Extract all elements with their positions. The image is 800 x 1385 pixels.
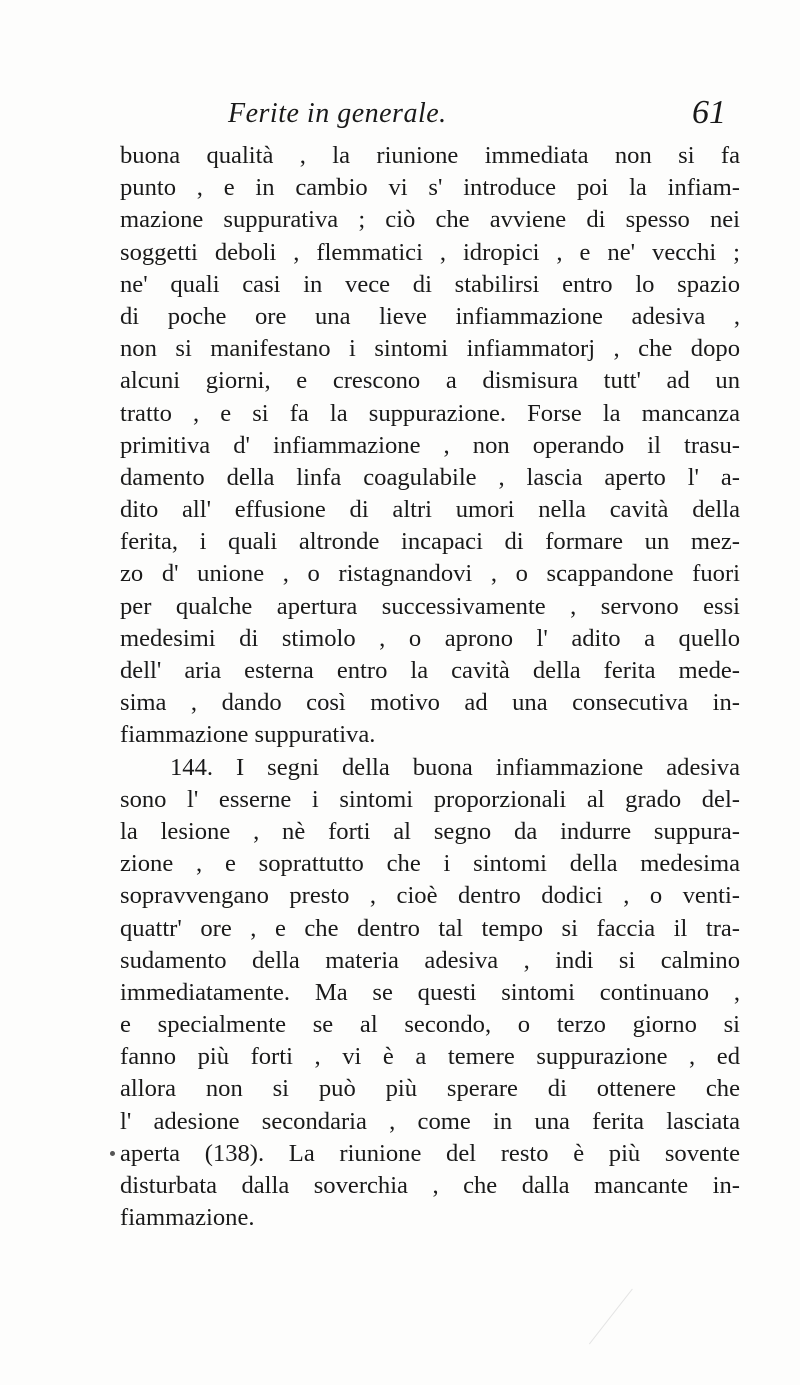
- text-line: dell' aria esterna entro la cavità della ferita mede-: [120, 657, 740, 684]
- text-line: mazione suppurativa ; ciò che avviene di spesso nei: [120, 206, 740, 234]
- text-line: tratto , e si fa la suppurazione. Forse la mancanza: [120, 399, 740, 427]
- text-line: zione , e soprattutto che i sintomi della medesima: [120, 850, 740, 878]
- paragraph-end-line: fiammazione suppurativa.: [120, 721, 376, 749]
- text-line: sudamento della materia adesiva , indi si calmino: [120, 946, 740, 974]
- text-line: medesimi di stimolo , o aprono l' adito a quello: [120, 624, 740, 652]
- text-line: sopravvengano presto , cioè dentro dodici , o venti-: [120, 882, 740, 910]
- text-line: quattr' ore , e che dentro tal tempo si faccia il tra-: [120, 914, 740, 942]
- text-line: punto , e in cambio vi s' introduce poi la infiam-: [120, 174, 740, 202]
- paper-crease: [589, 1289, 680, 1382]
- text-line: dito all' effusione di altri umori nella cavità della: [120, 496, 740, 524]
- section-144-first-line: 144. I segni della buona infiammazione adesiva: [170, 753, 740, 781]
- text-line: buona qualità , la riunione immediata non si fa: [120, 142, 740, 169]
- text-line: di poche ore una lieve infiammazione adesiva ,: [120, 302, 740, 330]
- text-line: sono l' esserne i sintomi proporzionali al grado del-: [120, 785, 740, 813]
- text-line: ferita, i quali altronde incapaci di formare un mez-: [120, 528, 740, 556]
- text-line: sima , dando così motivo ad una consecutiva in-: [120, 689, 740, 717]
- text-line: l' adesione secondaria , come in una ferita lasciata: [120, 1107, 740, 1135]
- text-line: disturbata dalla soverchia , che dalla mancante in-: [120, 1172, 740, 1199]
- body-text: [120, 140, 740, 1234]
- text-line: ne' quali casi in vece di stabilirsi entro lo spazio: [120, 270, 740, 298]
- text-line: la lesione , nè forti al segno da indurre suppura-: [120, 817, 740, 845]
- text-line: primitiva d' infiammazione , non operando il trasu-: [120, 431, 740, 459]
- paragraph-end-line: fiammazione.: [120, 1204, 255, 1232]
- text-line: alcuni giorni, e crescono a dismisura tutt' ad un: [120, 367, 740, 395]
- text-line: soggetti deboli , flemmatici , idropici , e ne' vecchi ;: [120, 238, 740, 266]
- text-line: e specialmente se al secondo, o terzo giorno si: [120, 1011, 740, 1039]
- text-line: non si manifestano i sintomi infiammatorj , che dopo: [120, 335, 740, 363]
- text-line: aperta (138). La riunione del resto è più sovente: [120, 1139, 740, 1167]
- text-line: allora non si può più sperare di ottenere che: [120, 1075, 740, 1103]
- text-line: immediatamente. Ma se questi sintomi continuano ,: [120, 978, 740, 1006]
- page-number: 61: [692, 94, 726, 131]
- text-line: fanno più forti , vi è a temere suppurazione , ed: [120, 1043, 740, 1071]
- text-line: per qualche apertura successivamente , servono essi: [120, 592, 740, 620]
- text-line: zo d' unione , o ristagnandovi , o scappandone fuori: [120, 560, 740, 588]
- running-title: Ferite in generale.: [228, 98, 447, 129]
- running-head: [0, 94, 800, 138]
- ink-dot: [110, 1151, 115, 1156]
- text-line: damento della linfa coagulabile , lascia aperto l' a-: [120, 463, 740, 491]
